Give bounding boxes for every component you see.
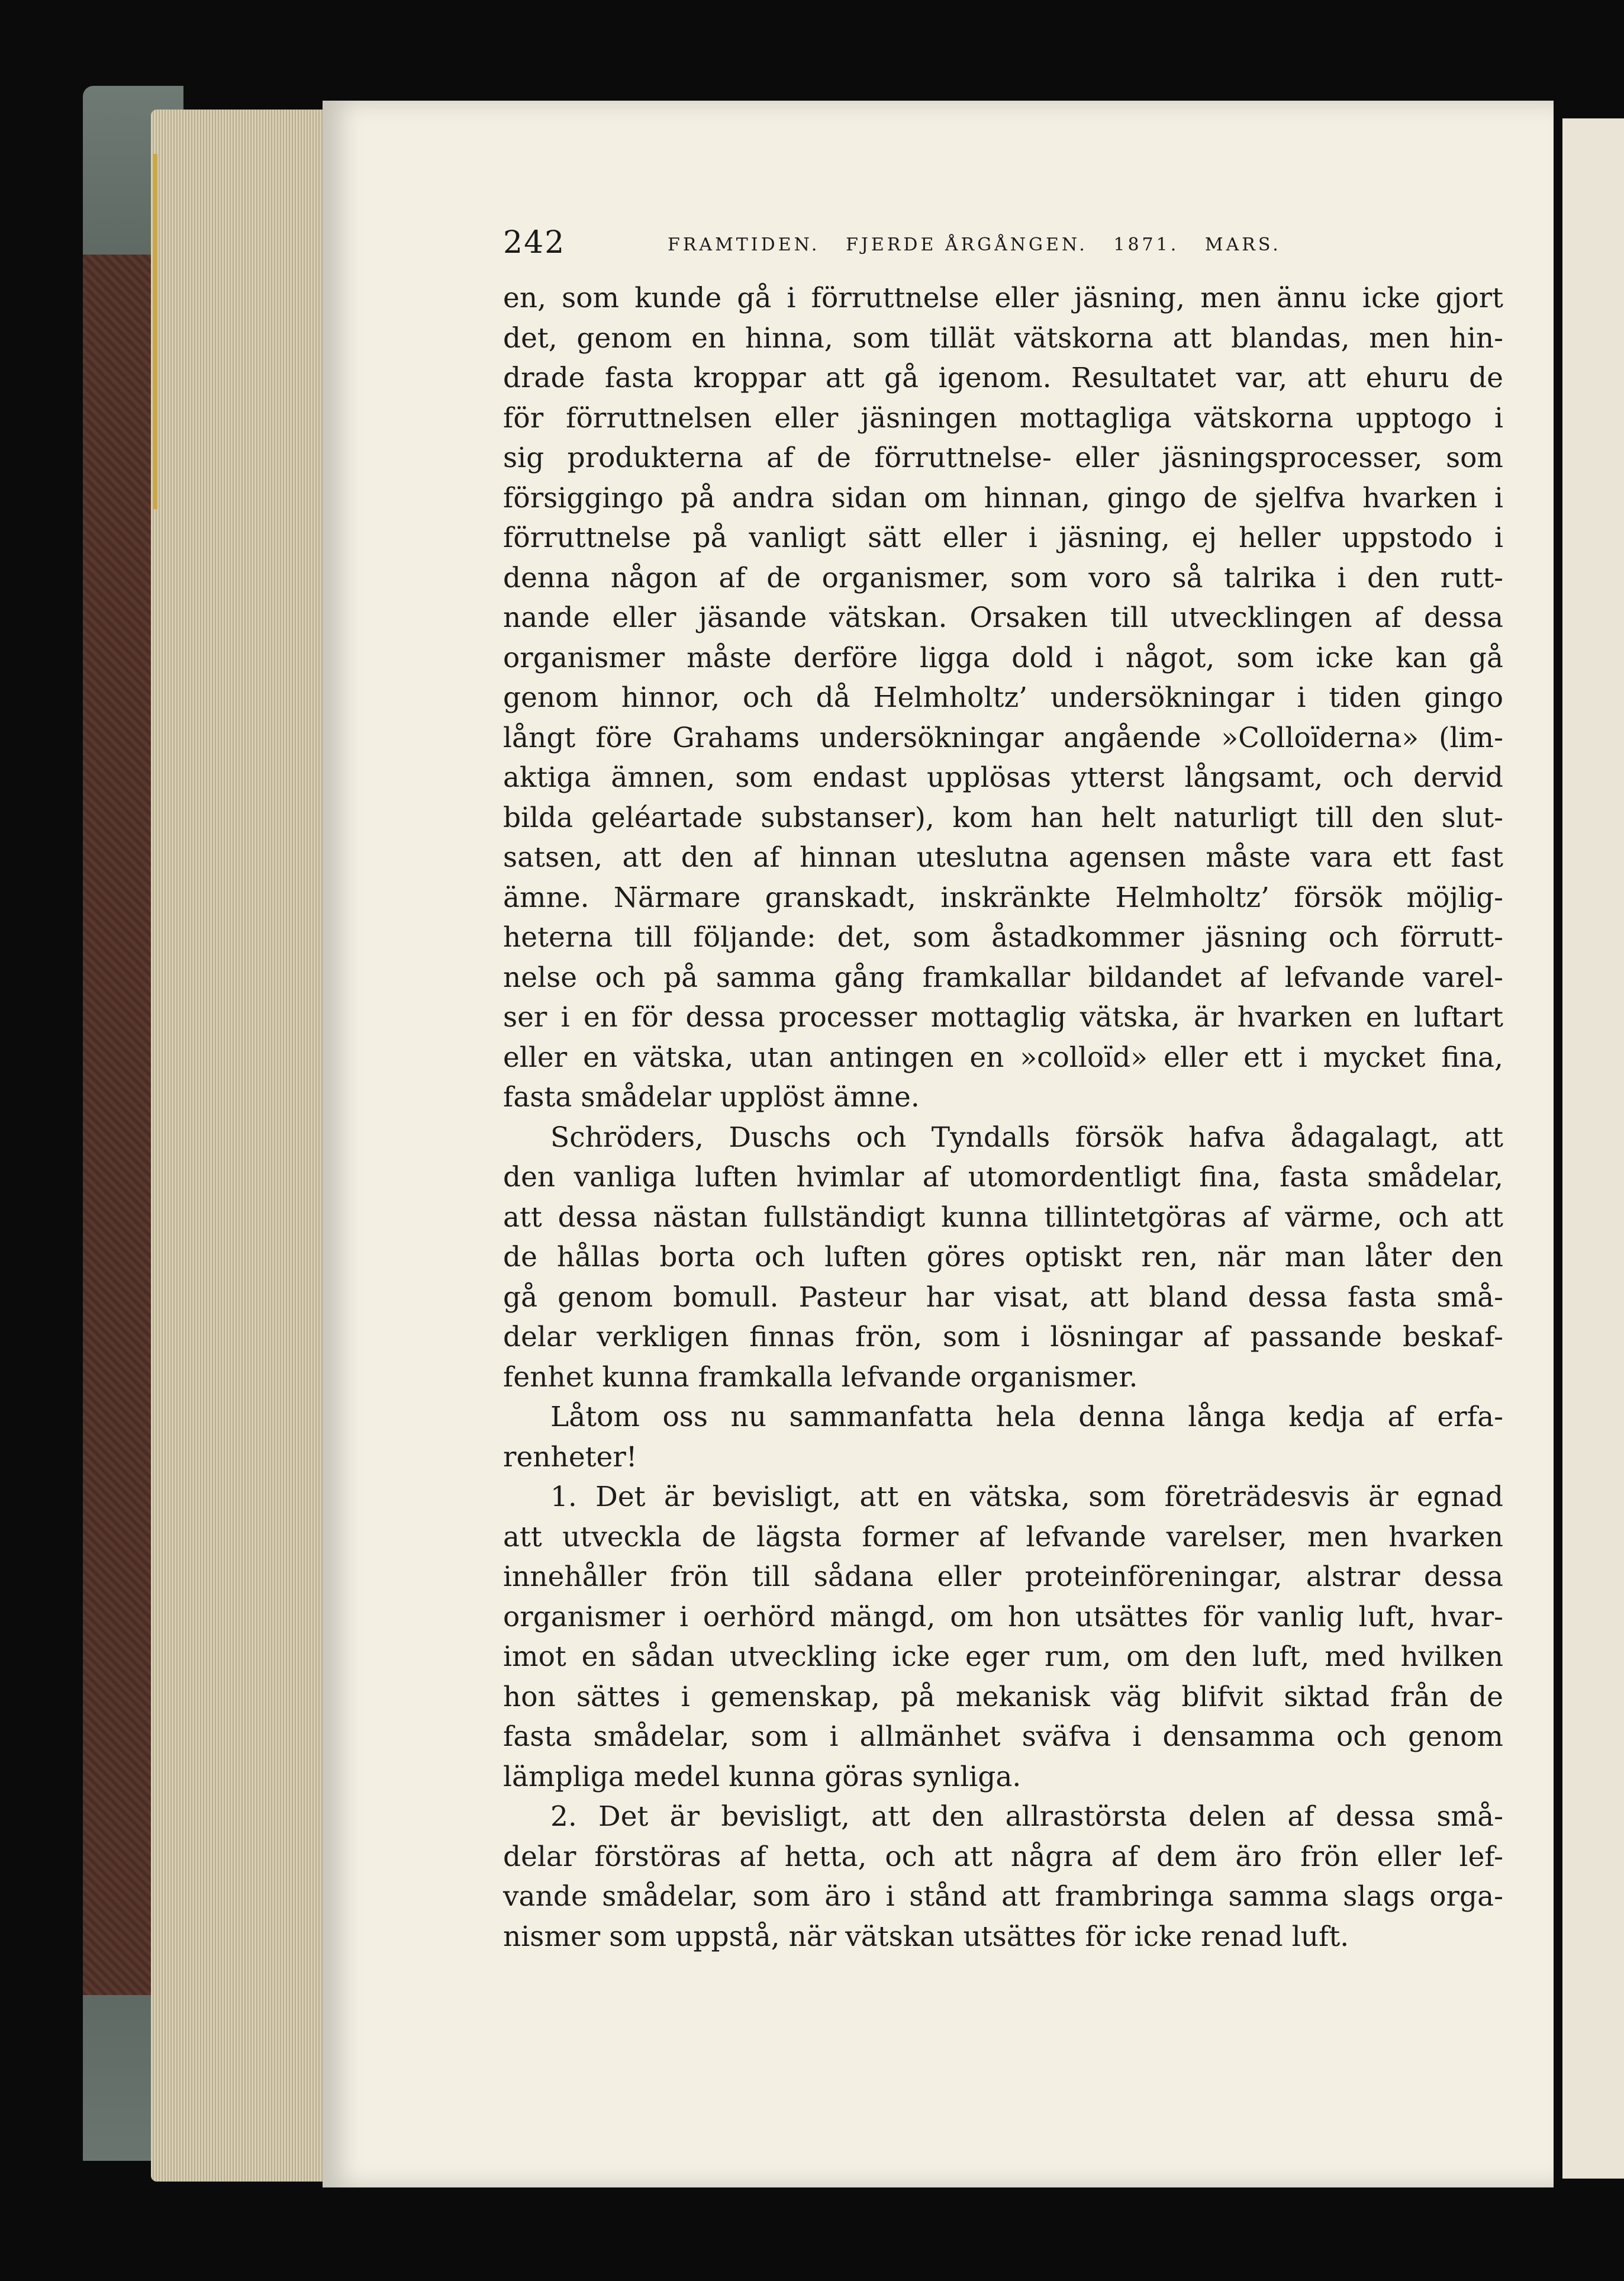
text-line: den vanliga luften hvimlar af utomordentligt fina, fasta smådelar, (503, 1161, 1503, 1193)
text-line: förruttnelse på vanligt sätt eller i jäsning, ej heller uppstodo i (503, 522, 1503, 554)
text-line: sig produkterna af de förruttnelse- eller jäsningsprocesser, som (503, 442, 1503, 474)
text-line: fasta smådelar upplöst ämne. (503, 1081, 920, 1114)
text-line: denna någon af de organismer, som voro så talrika i den rutt- (503, 561, 1503, 594)
body-text (503, 278, 1503, 1957)
text-line: eller en vätska, utan antingen en »colloïd» eller ett i mycket fina, (503, 1041, 1503, 1074)
text-line: genom hinnor, och då Helmholtz’ undersökningar i tiden gingo (503, 681, 1503, 714)
text-line: Låtom oss nu sammanfatta hela denna långa kedja af erfa- (550, 1401, 1503, 1433)
text-line: nismer som uppstå, när vätskan utsättes för icke renad luft. (503, 1920, 1349, 1953)
page-header (503, 225, 1509, 272)
text-line: det, genom en hinna, som tillät vätskorna att blandas, men hin- (503, 321, 1503, 355)
text-line: innehåller frön till sådana eller proteinföreningar, alstrar dessa (503, 1561, 1503, 1593)
text-line: bilda geléartade substanser), kom han helt naturligt till den slut- (503, 801, 1503, 834)
text-line: ser i en för dessa processer mottaglig vätska, är hvarken en luftart (503, 1001, 1503, 1034)
book-page (323, 101, 1554, 2187)
text-line: en, som kunde gå i förruttnelse eller jäsning, men ännu icke gjort (503, 282, 1503, 314)
text-line: gå genom bomull. Pasteur har visat, att bland dessa fasta små- (503, 1281, 1503, 1314)
text-line: fasta smådelar, som i allmänhet sväfva i densamma och genom (503, 1720, 1503, 1753)
text-line: lämpliga medel kunna göras synliga. (503, 1760, 1022, 1793)
page-number: 242 (503, 225, 566, 260)
text-line: 1. Det är bevisligt, att en vätska, som företrädesvis är egnad (550, 1481, 1503, 1513)
text-line: renheter! (503, 1440, 637, 1474)
text-line: försiggingo på andra sidan om hinnan, gingo de sjelfva hvarken i (503, 481, 1503, 514)
text-line: heterna till följande: det, som åstadkommer jäsning och förrutt- (503, 921, 1503, 954)
text-line: de hållas borta och luften göres optiskt ren, när man låter den (503, 1241, 1503, 1273)
adjacent-page-edge (1562, 118, 1624, 2179)
cover-leather-spine (83, 255, 160, 1995)
text-line: delar verkligen finnas frön, som i lösningar af passande beskaf- (503, 1321, 1503, 1353)
text-line: aktiga ämnen, som endast upplösas ytterst långsamt, och dervid (503, 761, 1503, 794)
page-edges (151, 110, 328, 2182)
text-line: fenhet kunna framkalla lefvande organismer. (503, 1360, 1138, 1394)
text-line: 2. Det är bevisligt, att den allrastörsta delen af dessa små- (550, 1800, 1503, 1833)
text-line: delar förstöras af hetta, och att några af dem äro frön eller lef- (503, 1840, 1503, 1873)
text-line: nelse och på samma gång framkallar bildandet af lefvande varel- (503, 961, 1503, 994)
text-line: att dessa nästan fullständigt kunna tillintetgöras af värme, och att (503, 1201, 1503, 1234)
ribbon-marker (153, 154, 157, 509)
running-head: FRAMTIDEN. FJERDE ÅRGÅNGEN. 1871. MARS. (668, 234, 1281, 255)
text-line: hon sättes i gemenskap, på mekanisk väg blifvit siktad från de (503, 1680, 1503, 1713)
text-line: satsen, att den af hinnan uteslutna agensen måste vara ett fast (503, 841, 1503, 874)
text-line: ämne. Närmare granskadt, inskränkte Helmholtz’ försök möjlig- (503, 881, 1503, 914)
text-line: organismer måste derföre ligga dold i något, som icke kan gå (503, 641, 1503, 674)
text-line: Schröders, Duschs och Tyndalls försök hafva ådagalagt, att (550, 1121, 1503, 1154)
text-line: vande smådelar, som äro i stånd att frambringa samma slags orga- (503, 1880, 1503, 1913)
text-line: imot en sådan utveckling icke eger rum, om den luft, med hvilken (503, 1640, 1503, 1673)
text-line: att utveckla de lägsta former af lefvande varelser, men hvarken (503, 1520, 1503, 1553)
text-line: drade fasta kroppar att gå igenom. Resultatet var, att ehuru de (503, 362, 1503, 394)
text-line: för förruttnelsen eller jäsningen mottagliga vätskorna upptogo i (503, 401, 1503, 435)
text-line: långt före Grahams undersökningar angående »Colloïderna» (lim- (503, 721, 1503, 754)
text-line: organismer i oerhörd mängd, om hon utsättes för vanlig luft, hvar- (503, 1600, 1503, 1633)
text-line: nande eller jäsande vätskan. Orsaken till utvecklingen af dessa (503, 601, 1503, 634)
